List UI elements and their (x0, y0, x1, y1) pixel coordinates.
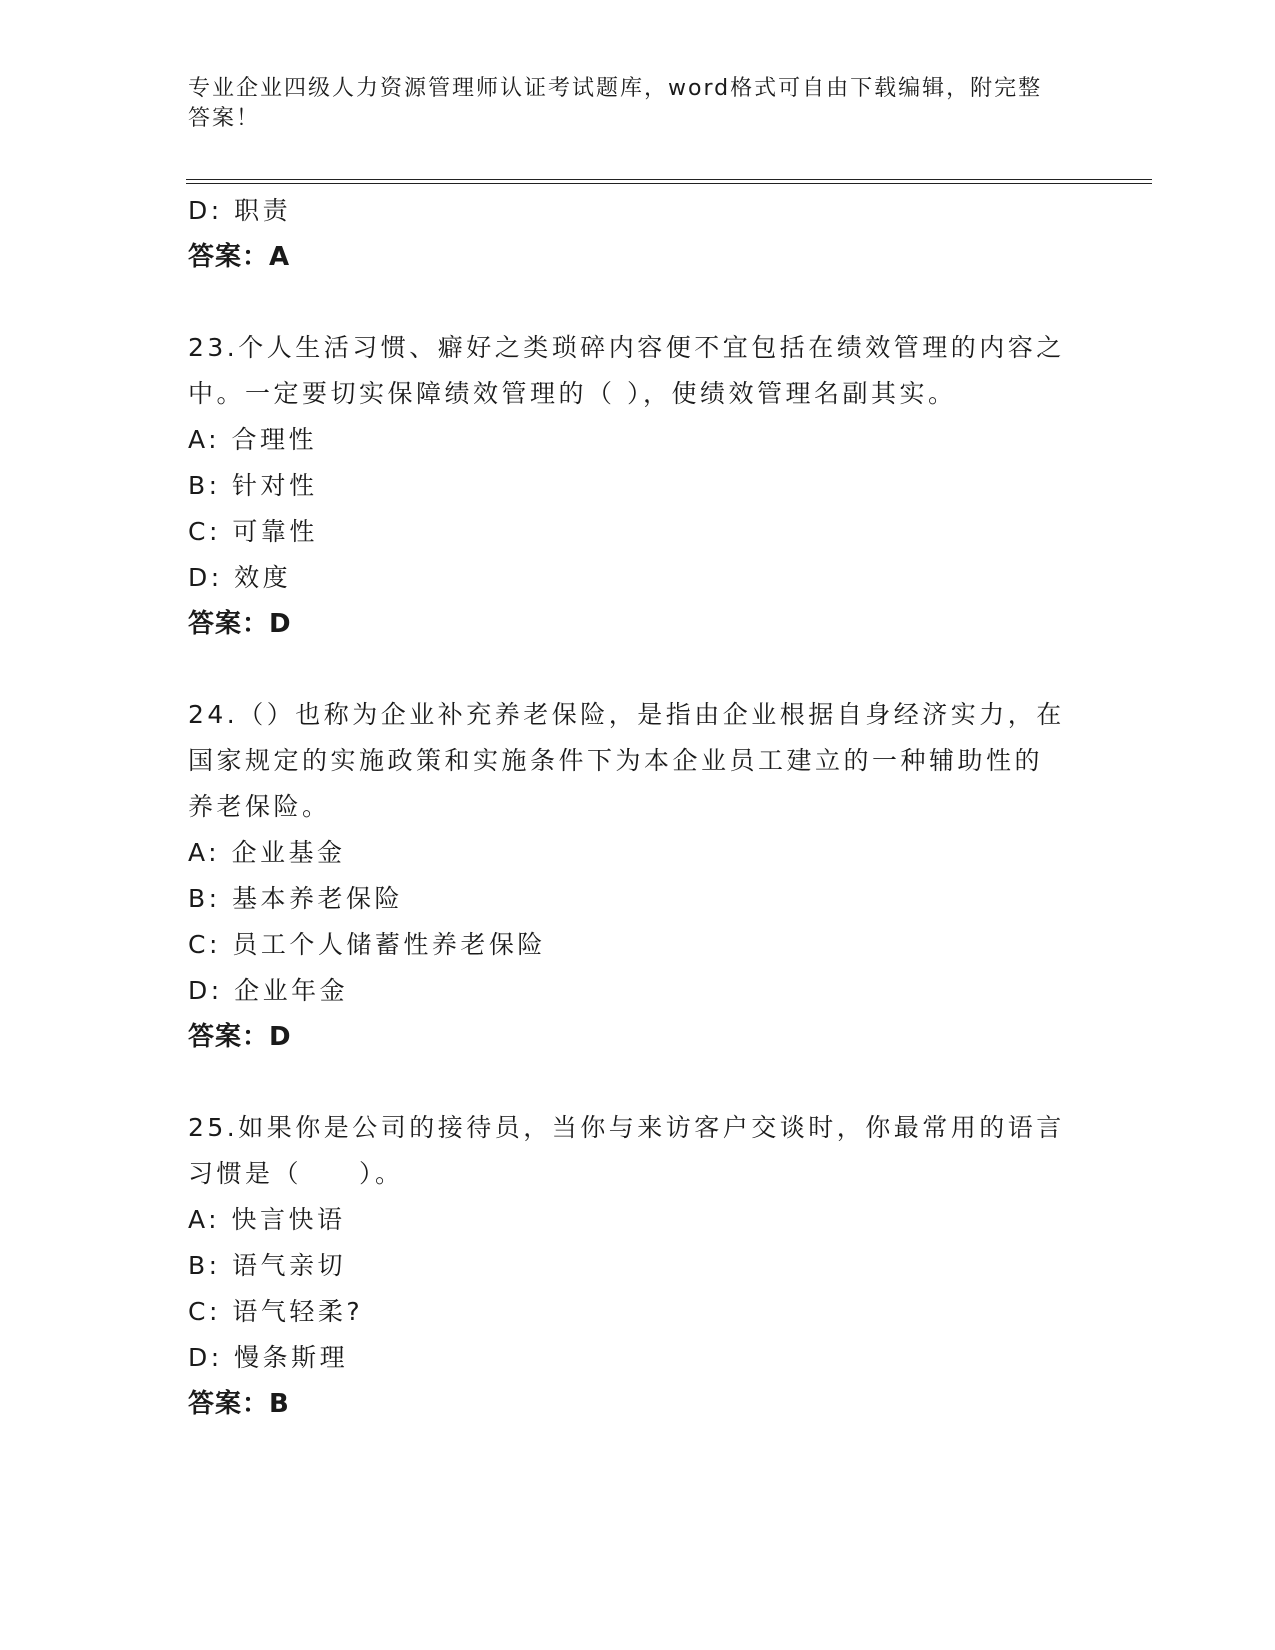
answer: 答案：D (188, 609, 292, 639)
question-text-line: 养老保险。 (188, 792, 331, 821)
option-a: A: 企业基金 (188, 838, 346, 867)
question-25 (188, 1105, 1088, 1427)
question-23 (188, 325, 1088, 647)
question-text-line: 中。一定要切实保障绩效管理的（ ），使绩效管理名副其实。 (188, 379, 957, 408)
option-b: B: 针对性 (188, 471, 318, 500)
option-b: B: 基本养老保险 (188, 884, 404, 913)
option-a: A: 合理性 (188, 425, 318, 454)
header-line-1: 专业企业四级人力资源管理师认证考试题库，word格式可自由下载编辑，附完整 (188, 76, 1043, 101)
answer: 答案：B (188, 1389, 290, 1419)
option-c: C: 语气轻柔? (188, 1297, 364, 1326)
option-c: C: 可靠性 (188, 517, 318, 546)
option-b: B: 语气亲切 (188, 1251, 347, 1280)
header-line-2: 答案！ (188, 106, 261, 131)
option-a: A: 快言快语 (188, 1205, 346, 1234)
option-d: D: 慢条斯理 (188, 1343, 349, 1372)
prev-answer: 答案：A (188, 242, 291, 272)
question-24 (188, 692, 1088, 1060)
question-text-line: 国家规定的实施政策和实施条件下为本企业员工建立的一种辅助性的 (188, 746, 1044, 775)
question-text-line: 24.（）也称为企业补充养老保险，是指由企业根据自身经济实力，在 (188, 700, 1065, 729)
spacer (188, 1060, 1088, 1105)
option-d: D: 效度 (188, 563, 292, 592)
header-divider-top (186, 179, 1152, 180)
question-text-line: 25.如果你是公司的接待员，当你与来访客户交谈时，你最常用的语言 (188, 1113, 1065, 1142)
spacer (188, 647, 1088, 692)
document-body (188, 188, 1088, 1427)
page-header (188, 74, 1068, 134)
answer: 答案：D (188, 1022, 292, 1052)
question-text-line: 23.个人生活习惯、癖好之类琐碎内容便不宜包括在绩效管理的内容之 (188, 333, 1065, 362)
option-d: D: 企业年金 (188, 976, 349, 1005)
prev-option-d: D: 职责 (188, 196, 292, 225)
spacer (188, 280, 1088, 325)
header-divider-bottom (186, 183, 1152, 184)
question-text-line: 习惯是（ ）。 (188, 1159, 404, 1188)
option-c: C: 员工个人储蓄性养老保险 (188, 930, 546, 959)
